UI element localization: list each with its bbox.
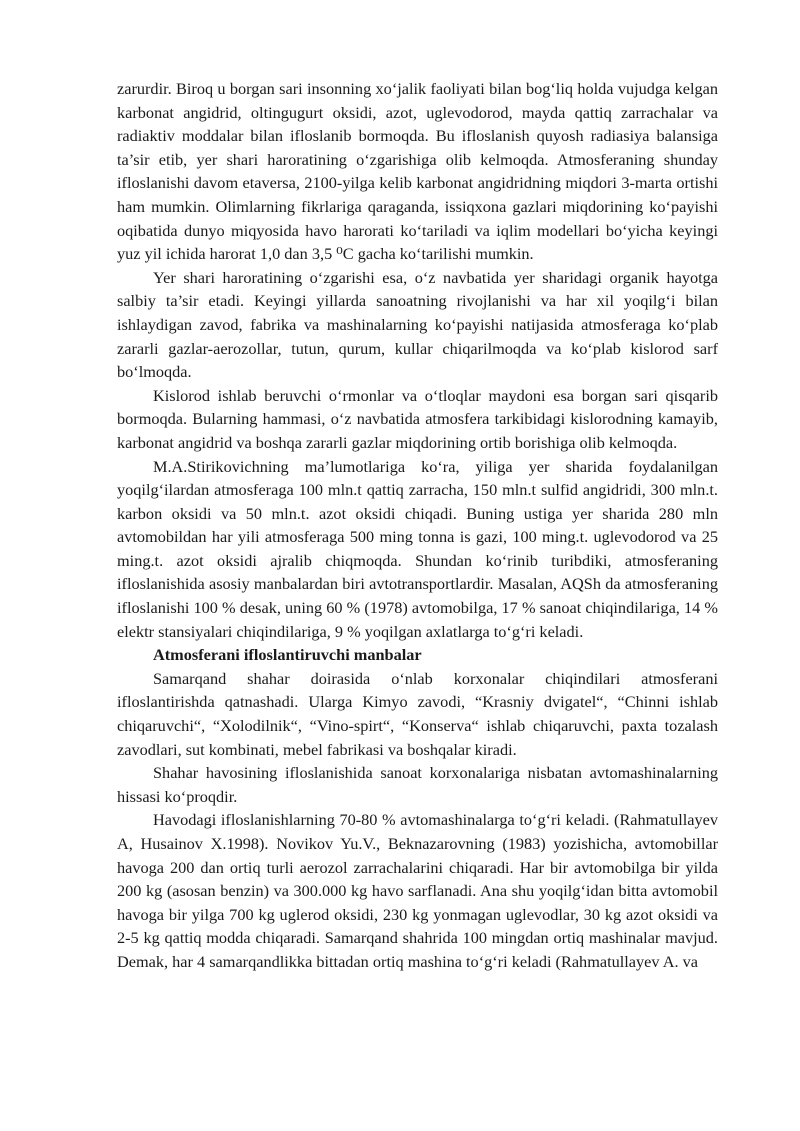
paragraph-vehicle-share: Shahar havosining ifloslanishida sanoat korxonalariga nisbatan avtomashinalarning hissasi ko‘proqdir.: [117, 763, 718, 806]
paragraph-samarkand-factories: Samarqand shahar doirasida o‘nlab korxonalar chiqindilari atmosferani ifloslantirishda qatnashadi. Ularga Kimyo zavodi, “Krasniy dvigatel“, “Chinni ishlab chiqaruvchi“, “Xolodilnik“, “Vino-spirt“, “Konserva“ ishlab chiqaruvchi, paxta tozalash zavodlari, sut kombinati, mebel fabrikasi va boshqalar kiradi.: [117, 668, 718, 759]
section-heading: Atmosferani ifloslantiruvchi manbalar: [153, 645, 422, 665]
paragraph-emission-statistics: M.A.Stirikovichning ma’lumotlariga ko‘ra, yiliga yer sharida foydalanilgan yoqilg‘ilardan atmosferaga 100 mln.t qattiq zarracha, 150 mln.t sulfid angidridi, 300 mln.t. karbon oksidi va 50 mln.t. azot oksidi chiqadi. Buning ustiga yer sharida 280 mln avtomobildan har yili atmosferaga 500 ming tonna is gazi, 100 ming.t. uglevodorod va 25 ming.t. azot oksidi ajralib chiqmoqda. Shundan ko‘rinib turibdiki, atmosferaning ifloslanishida asosiy manbalardan biri avtotransportlardir. Masalan, AQSh da atmosferaning ifloslanishi 100 % desak, uning 60 % (1978) avtomobilga, 17 % sanoat chiqindilariga, 14 % elektr stansiyalari chiqindilariga, 9 % yoqilgan axlatlarga to‘g‘ri keladi.: [117, 456, 718, 641]
paragraph-temperature-effects: Yer shari haroratining o‘zgarishi esa, o‘z navbatida yer sharidagi organik hayotga salbiy ta’sir etadi. Keyingi yillarda sanoatning rivojlanishi va har xil yoqilg‘i bilan ishlaydigan zavod, fabrika va mashinalarning ko‘payishi natijasida atmosferaga ko‘plab zararli gazlar-aerozollar, tutun, qurum, kullar chiqarilmoqda va ko‘plab kislorod sarf bo‘lmoqda.: [117, 267, 718, 382]
paragraph-oxygen-sources: Kislorod ishlab beruvchi o‘rmonlar va o‘tloqlar maydoni esa borgan sari qisqarib bormoqda. Bularning hammasi, o‘z navbatida atmosfera tarkibidagi kislorodning kamayib, karbonat angidrid va boshqa zararli gazlar miqdorining ortib borishiga olib kelmoqda.: [117, 385, 718, 452]
paragraph-continued: zarurdir. Biroq u borgan sari insonning xo‘jalik faoliyati bilan bog‘liq holda vujudga kelgan karbonat angidrid, oltingugurt oksidi, azot, uglevodorod, mayda qattiq zarrachalar va radiaktiv moddalar bilan ifloslanib bormoqda. Bu ifloslanish quyosh radiasiya balansiga ta’sir etib, yer shari haroratining o‘zgarishiga olib kelmoqda. Atmosferaning shunday ifloslanishi davom etaversa, 2100-yilga kelib karbonat angidridning miqdori 3-marta ortishi ham mumkin. Olimlarning fikrlariga qaraganda, issiqxona gazlari miqdorining ko‘payishi oqibatida dunyo miqyosida havo harorati ko‘tariladi va iqlim modellari bo‘yicha keyingi yuz yil ichida harorat 1,0 dan 3,5 ⁰C gacha ko‘tarilishi mumkin.: [117, 79, 718, 264]
paragraph-vehicle-emissions: Havodagi ifloslanishlarning 70-80 % avtomashinalarga to‘g‘ri keladi. (Rahmatullayev A, Husainov X.1998). Novikov Yu.V., Beknazarovning (1983) yozishicha, avtomobillar havoga 200 dan ortiq turli aerozol zarrachalarini chiqaradi. Har bir avtomobilga bir yilda 200 kg (asosan benzin) va 300.000 kg havo sarflanadi. Ana shu yoqilg‘idan bitta avtomobil havoga bir yilga 700 kg uglerod oksidi, 230 kg yonmagan uglevodlar, 30 kg azot oksidi va 2-5 kg qattiq modda chiqaradi. Samarqand shahrida 100 mingdan ortiq mashinalar mavjud. Demak, har 4 samarqandlikka bittadan ortiq mashina to‘g‘ri keladi (Rahmatullayev A. va: [117, 810, 718, 971]
